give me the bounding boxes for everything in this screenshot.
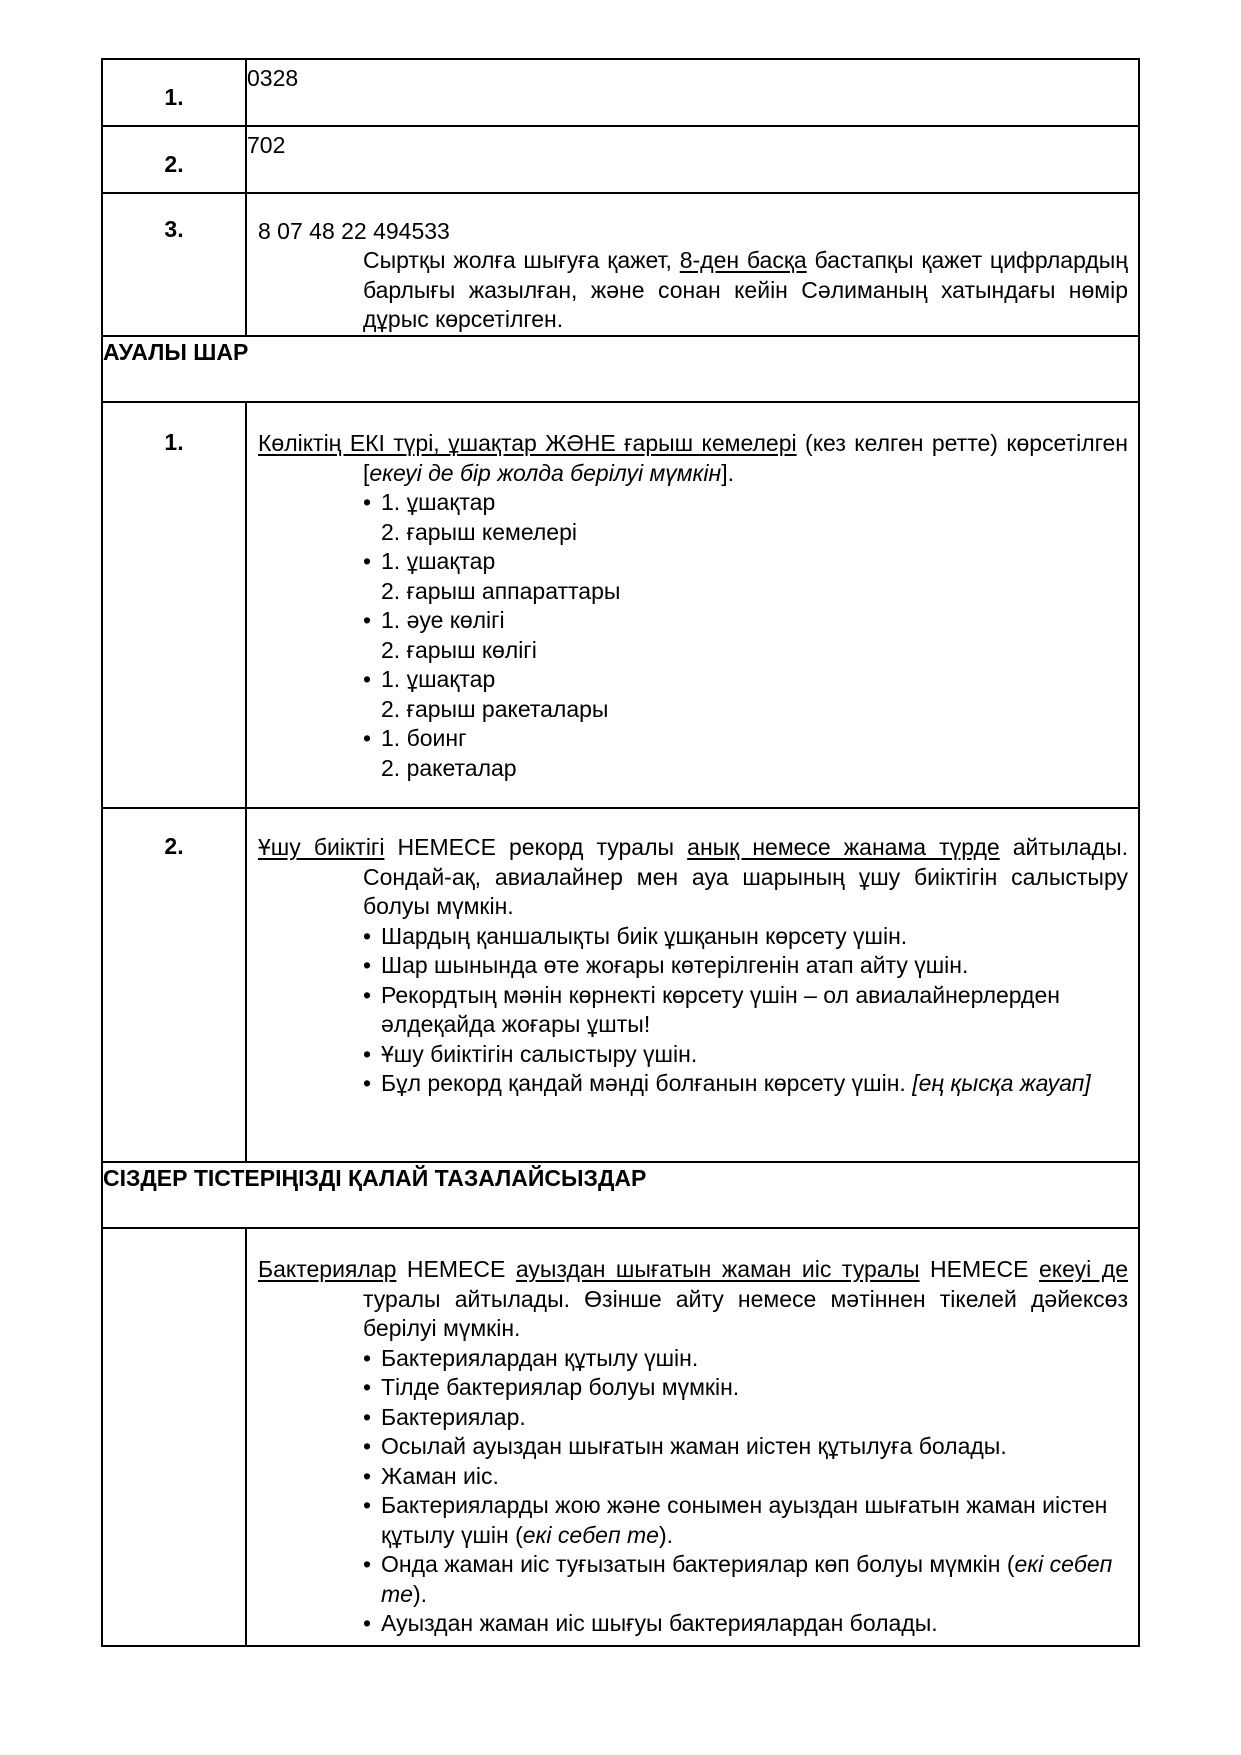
row-number: 2. — [164, 151, 184, 177]
list-item: • Тілде бактериялар болуы мүмкін. — [363, 1373, 1128, 1403]
list-item: • 1. ұшақтар 2. ғарыш аппараттары — [363, 547, 1128, 606]
section-title: СІЗДЕР ТІСТЕРІҢІЗДІ ҚАЛАЙ ТАЗАЛАЙСЫЗДАР — [102, 1162, 1139, 1228]
marking-note: Сыртқы жолға шығуға қажет, 8-ден басқа бастапқы қажет цифрлардың барлығы жазылған, және сонан кейін Сәлиманың хатындағы нөмір дұрыс көрсетілген. — [363, 247, 1128, 332]
answer-cell — [246, 402, 1139, 808]
list-item: • Бұл рекорд қандай мәнді болғанын көрсету үшін. [ең қысқа жауап] — [363, 1069, 1128, 1099]
table-row — [102, 1228, 1139, 1646]
list-item: • 1. әуе көлігі 2. ғарыш көлігі — [363, 606, 1128, 665]
list-item: • Ұшу биіктігін салыстыру үшін. — [363, 1040, 1128, 1070]
criterion-text: Бактериялар НЕМЕСЕ ауыздан шығатын жаман иіс туралы НЕМЕСЕ екеуі де туралы айтылады. Өзінше айту немесе мәтіннен тікелей дәйексөз берілуі мүмкін. — [258, 1256, 1129, 1341]
row-number: 1. — [164, 84, 184, 110]
row-number-cell — [102, 126, 246, 193]
marking-guide-table — [101, 58, 1140, 1647]
row-number-cell — [102, 59, 246, 126]
list-item: • Ауыздан жаман иіс шығуы бактериялардан болады. — [363, 1609, 1128, 1639]
row-number: 1. — [164, 429, 184, 455]
list-item: • Шардың қаншалықты биік ұшқанын көрсету үшін. — [363, 922, 1128, 952]
list-item: • 1. боинг 2. ракеталар — [363, 724, 1128, 783]
answer-cell — [246, 59, 1139, 126]
section-heading-row — [102, 1162, 1139, 1228]
section-title: АУАЛЫ ШАР — [102, 336, 1139, 402]
criterion-text: Көліктің ЕКІ түрі, ұшақтар ЖӘНЕ ғарыш кемелері (кез келген ретте) көрсетілген [екеуі де бір жолда берілуі мүмкін]. — [258, 430, 1128, 486]
example-answers-list — [258, 1344, 1128, 1639]
table-row — [102, 402, 1139, 808]
list-item: • Онда жаман иіс туғызатын бактериялар көп болуы мүмкін (екі себеп те). — [363, 1550, 1128, 1609]
list-item: • 1. ұшақтар 2. ғарыш ракеталары — [363, 665, 1128, 724]
table-row — [102, 193, 1139, 336]
list-item: • Жаман иіс. — [363, 1462, 1128, 1492]
phone-number: 8 07 48 22 494533 — [258, 218, 450, 244]
row-number: 3. — [164, 216, 184, 242]
example-answers-list — [258, 488, 1128, 783]
table-row — [102, 126, 1139, 193]
answer-value: 702 — [247, 132, 286, 158]
table-row — [102, 808, 1139, 1162]
answer-cell — [246, 808, 1139, 1162]
answer-cell — [246, 1228, 1139, 1646]
row-number: 2. — [164, 833, 184, 859]
list-item: • Бактериялардан құтылу үшін. — [363, 1344, 1128, 1374]
section-heading-row — [102, 336, 1139, 402]
list-item: • Бактерияларды жою және сонымен ауыздан шығатын жаман иістен құтылу үшін (екі себеп те). — [363, 1491, 1128, 1550]
answer-cell — [246, 126, 1139, 193]
row-number-cell — [102, 402, 246, 808]
list-item: • Рекордтың мәнін көрнекті көрсету үшін – ол авиалайнерлерден әлдеқайда жоғары ұшты! — [363, 981, 1128, 1040]
example-answers-list — [258, 922, 1128, 1099]
answer-cell — [246, 193, 1139, 336]
list-item: • Осылай ауыздан шығатын жаман иістен құтылуға болады. — [363, 1432, 1128, 1462]
list-item: • Бактериялар. — [363, 1403, 1128, 1433]
table-row — [102, 59, 1139, 126]
answer-value: 0328 — [247, 65, 299, 91]
list-item: • 1. ұшақтар 2. ғарыш кемелері — [363, 488, 1128, 547]
row-number-cell — [102, 1228, 246, 1646]
list-item: • Шар шынында өте жоғары көтерілгенін атап айту үшін. — [363, 951, 1128, 981]
row-number-cell — [102, 808, 246, 1162]
row-number-cell — [102, 193, 246, 336]
criterion-text: Ұшу биіктігі НЕМЕСЕ рекорд туралы анық немесе жанама түрде айтылады. Сондай-ақ, авиалайнер мен ауа шарының ұшу биіктігін салыстыру болуы мүмкін. — [258, 834, 1129, 919]
